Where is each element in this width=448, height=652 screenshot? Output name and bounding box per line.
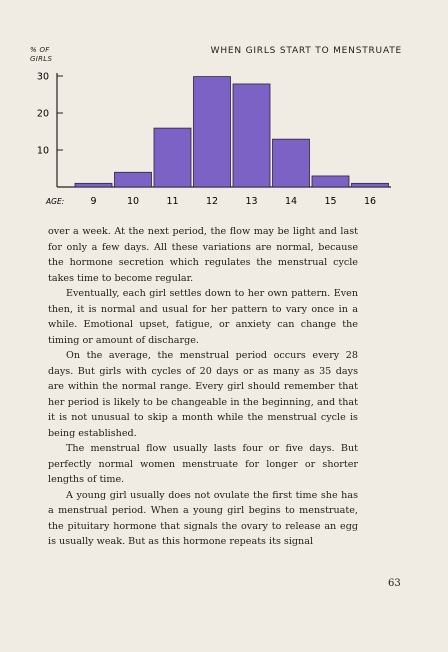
paragraph-1: over a week. At the next period, the flow may be light and last for only a few days. All these variations are normal, because the hormone secretion which regulates the menstrual cycle takes time to become regular. <box>48 226 358 284</box>
x-tick-label-13: 13 <box>245 196 258 207</box>
y-axis-label: % OF GIRLS <box>30 46 53 63</box>
page-number: 63 <box>388 578 401 589</box>
x-tick-label-12: 12 <box>205 196 219 207</box>
x-tick-label-9: 9 <box>90 196 97 207</box>
bar-age-11 <box>154 128 191 187</box>
running-head: WHEN GIRLS START TO MENSTRUATE <box>210 46 402 56</box>
y-tick-label-30: 30 <box>36 71 49 83</box>
x-tick-label-16: 16 <box>363 196 377 207</box>
paragraph-4: The menstrual flow usually lasts four or five days. But perfectly normal women menstruate for longer or shorter lengths of time. <box>48 443 358 485</box>
paragraph-5: A young girl usually does not ovulate the first time she has a menstrual period. When a young girl begins to menstruate, the pituitary hormone that signals the ovary to release an egg is usually weak. But as this hormone repeats its signal <box>48 489 358 547</box>
age-histogram-chart <box>0 0 448 220</box>
y-tick-label-20: 20 <box>36 108 49 120</box>
x-axis-label: AGE: <box>46 197 65 206</box>
y-tick-label-10: 10 <box>36 145 49 157</box>
x-tick-label-15: 15 <box>324 196 337 207</box>
bar-age-9 <box>75 183 112 187</box>
x-tick-label-10: 10 <box>126 196 140 207</box>
chart-bars <box>75 77 389 187</box>
bar-age-10 <box>115 172 152 187</box>
bar-age-14 <box>273 139 310 187</box>
body-text <box>48 224 358 550</box>
paragraph-2: Eventually, each girl settles down to her own pattern. Even then, it is normal and usual for her pattern to vary once in a while. Emotional upset, fatigue, or anxiety can change the timing or amount of discharge. <box>48 288 358 346</box>
x-tick-label-14: 14 <box>284 196 298 207</box>
x-tick-label-11: 11 <box>166 196 179 207</box>
paragraph-3: On the average, the menstrual period occurs every 28 days. But girls with cycles of 20 days or as many as 35 days are within the normal range. Every girl should remember that her period is likely to be changeable in the beginning, and that it is not unusual to skip a month while the menstrual cycle is being established. <box>48 350 358 439</box>
bar-age-16 <box>352 183 389 187</box>
bar-age-12 <box>194 77 231 187</box>
bar-age-13 <box>233 84 270 187</box>
bar-age-15 <box>312 176 349 187</box>
